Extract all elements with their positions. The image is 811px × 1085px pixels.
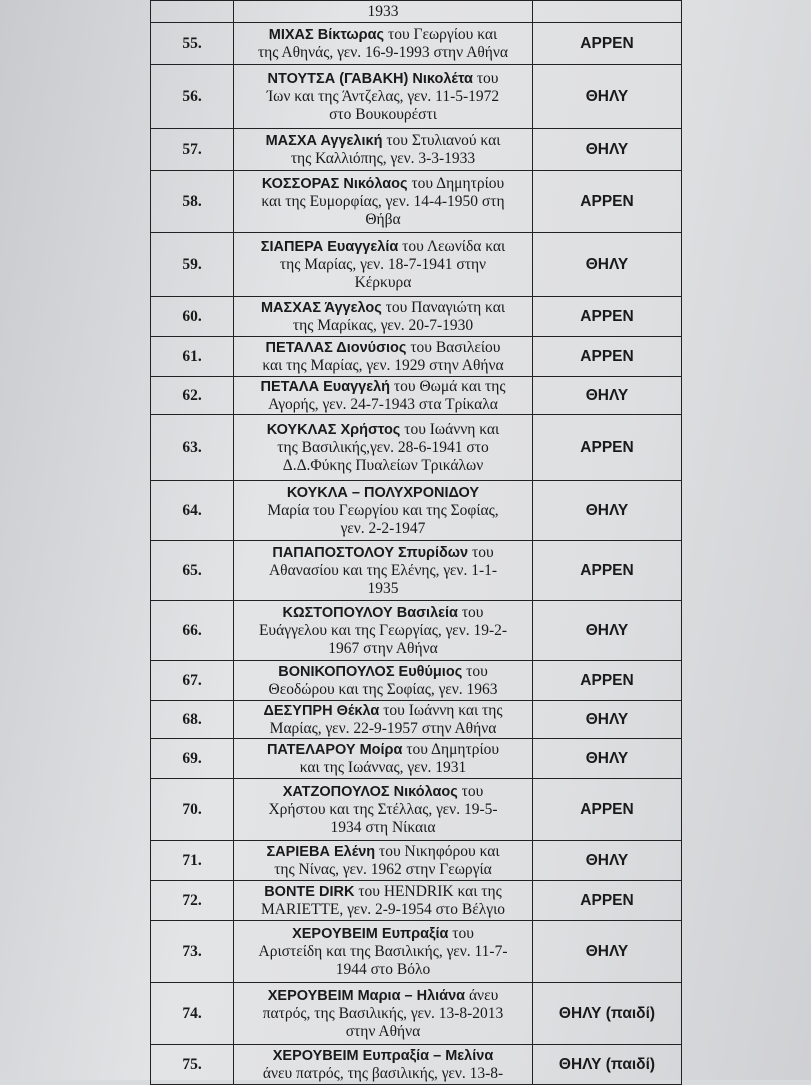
description-line: Αθανασίου και της Ελένης, γεν. 1-1- bbox=[268, 561, 498, 579]
description-line: της Αθηνάς, γεν. 16-9-1993 στην Αθήνα bbox=[257, 43, 509, 61]
table-row bbox=[151, 171, 682, 233]
sex-value: ΘΗΛΥ bbox=[533, 233, 682, 297]
number-cell bbox=[151, 1, 234, 23]
person-name: ΧΕΡΟΥΒΕΙΜ Μαρια – Ηλιάνα bbox=[267, 987, 466, 1004]
description-line: πατρός, της Βασιλικής, γεν. 13-8-2013 bbox=[262, 1004, 504, 1022]
person-description bbox=[234, 23, 533, 65]
description-line: γεν. 2-2-1947 bbox=[340, 519, 426, 537]
description-line: του bbox=[452, 924, 474, 942]
description-line: του bbox=[461, 782, 484, 800]
person-description bbox=[234, 415, 533, 481]
description-line: Αγορής, γεν. 24-7-1943 στα Τρίκαλα bbox=[268, 395, 498, 413]
person-description bbox=[234, 881, 533, 921]
description-line: του Παναγιώτη και bbox=[385, 298, 506, 316]
person-name: ΝΤΟΥΤΣΑ (ΓΑΒΑΚΗ) Νικολέτα bbox=[267, 70, 473, 87]
table-row bbox=[151, 481, 682, 541]
sex-value: ΘΗΛΥ (παιδί) bbox=[533, 1045, 682, 1085]
row-number: 62. bbox=[151, 377, 234, 415]
table-row bbox=[151, 739, 682, 779]
row-number: 72. bbox=[151, 881, 234, 921]
row-number: 56. bbox=[151, 65, 234, 129]
description-line: MARIETTE, γεν. 2-9-1954 στο Βέλγιο bbox=[261, 900, 505, 918]
sex-value: ΘΗΛΥ (παιδί) bbox=[533, 983, 682, 1045]
description-line: Χρήστου και της Στέλλας, γεν. 19-5- bbox=[268, 800, 498, 818]
sex-value: ΑΡΡΕΝ bbox=[533, 541, 682, 601]
sex-value: ΘΗΛΥ bbox=[533, 377, 682, 415]
description-line: και της Μαρίας, γεν. 1929 στην Αθήνα bbox=[262, 356, 504, 374]
fragment-text: 1933 bbox=[367, 2, 399, 20]
person-description bbox=[234, 297, 533, 337]
row-number: 66. bbox=[151, 601, 234, 661]
row-number: 63. bbox=[151, 415, 234, 481]
person-description bbox=[234, 129, 533, 171]
description-line: της Μαρίας, γεν. 18-7-1941 στην bbox=[279, 255, 487, 273]
description-line: του Ιωάννη και της bbox=[383, 701, 503, 719]
description-line: 1934 στη Νίκαια bbox=[330, 818, 436, 836]
table-row bbox=[151, 779, 682, 841]
person-description bbox=[234, 1045, 533, 1085]
sex-value: ΑΡΡΕΝ bbox=[533, 661, 682, 701]
person-description bbox=[234, 65, 533, 129]
description-line: στο Βουκουρέστι bbox=[329, 105, 437, 123]
row-number: 60. bbox=[151, 297, 234, 337]
description-line: της Μαρίκας, γεν. 20-7-1930 bbox=[292, 316, 474, 334]
sex-value: ΘΗΛΥ bbox=[533, 129, 682, 171]
row-number: 64. bbox=[151, 481, 234, 541]
row-number: 68. bbox=[151, 701, 234, 739]
description-line: Μαρία του Γεωργίου και της Σοφίας, bbox=[267, 501, 499, 519]
table-row bbox=[151, 541, 682, 601]
person-name: ΠΑΤΕΛΑΡΟΥ Μοίρα bbox=[266, 741, 403, 758]
table-row bbox=[151, 337, 682, 377]
person-name: ΠΑΠΑΠΟΣΤΟΛΟΥ Σπυρίδων bbox=[272, 544, 469, 561]
description-line: 1967 στην Αθήνα bbox=[328, 639, 438, 657]
person-name: BONTE DIRK bbox=[264, 883, 355, 900]
table-row bbox=[151, 1045, 682, 1085]
row-number: 71. bbox=[151, 841, 234, 881]
registry-table bbox=[150, 0, 682, 1085]
description-line: άνευ πατρός, της βασιλικής, γεν. 13-8- bbox=[262, 1064, 504, 1082]
person-name: ΚΩΣΤΟΠΟΥΛΟΥ Βασιλεία bbox=[282, 604, 458, 621]
row-number: 58. bbox=[151, 171, 234, 233]
row-number: 73. bbox=[151, 921, 234, 983]
description-line: και της Ιωάννας, γεν. 1931 bbox=[299, 758, 467, 776]
person-name: ΜΑΣΧΑ Αγγελική bbox=[265, 132, 383, 149]
description-line: του Θωμά και της bbox=[393, 377, 506, 395]
sex-value: ΘΗΛΥ bbox=[533, 701, 682, 739]
table-row bbox=[151, 297, 682, 337]
description-line: Θεοδώρου και της Σοφίας, γεν. 1963 bbox=[268, 680, 498, 698]
description-line: Ίων και της Άντζελας, γεν. 11-5-1972 bbox=[266, 87, 500, 105]
sex-value: ΘΗΛΥ bbox=[533, 841, 682, 881]
person-name: ΒΟΝΙΚΟΠΟΥΛΟΣ Ευθύμιος bbox=[278, 663, 463, 680]
person-description bbox=[234, 377, 533, 415]
table-row bbox=[151, 377, 682, 415]
description-line: άνευ bbox=[468, 986, 499, 1004]
row-number: 65. bbox=[151, 541, 234, 601]
person-name: ΠΕΤΑΛΑ Ευαγγελή bbox=[260, 378, 391, 395]
table-row bbox=[151, 661, 682, 701]
table-row-fragment bbox=[151, 1, 682, 23]
person-name: ΣΑΡΙΕΒΑ Ελένη bbox=[266, 843, 376, 860]
person-description bbox=[234, 601, 533, 661]
row-number: 69. bbox=[151, 739, 234, 779]
table-row bbox=[151, 23, 682, 65]
person-name: ΚΟΥΚΛΑ – ΠΟΛΥΧΡΟΝΙΔΟΥ bbox=[286, 484, 480, 501]
description-line: στην Αθήνα bbox=[345, 1022, 421, 1040]
table-row bbox=[151, 701, 682, 739]
sex-value: ΑΡΡΕΝ bbox=[533, 881, 682, 921]
person-description bbox=[234, 921, 533, 983]
description-line: του Γεωργίου και bbox=[387, 25, 498, 43]
sex-value: ΘΗΛΥ bbox=[533, 65, 682, 129]
table-row bbox=[151, 983, 682, 1045]
row-number: 55. bbox=[151, 23, 234, 65]
person-description bbox=[234, 739, 533, 779]
sex-value: ΑΡΡΕΝ bbox=[533, 171, 682, 233]
sex-value: ΑΡΡΕΝ bbox=[533, 23, 682, 65]
description-cell bbox=[234, 1, 533, 23]
description-line: Κέρκυρα bbox=[354, 273, 412, 291]
person-name: ΧΑΤΖΟΠΟΥΛΟΣ Νικόλαος bbox=[282, 783, 458, 800]
row-number: 59. bbox=[151, 233, 234, 297]
description-line: του bbox=[472, 543, 494, 561]
table-row bbox=[151, 921, 682, 983]
description-line: της Νίνας, γεν. 1962 στην Γεωργία bbox=[274, 860, 492, 878]
person-description bbox=[234, 701, 533, 739]
description-line: του Λεωνίδα και bbox=[402, 237, 506, 255]
sex-value: ΘΗΛΥ bbox=[533, 739, 682, 779]
person-description bbox=[234, 779, 533, 841]
description-line: 1944 στο Βόλο bbox=[335, 960, 431, 978]
description-line: Θήβα bbox=[365, 210, 401, 228]
sex-cell bbox=[533, 1, 682, 23]
person-description bbox=[234, 841, 533, 881]
person-description bbox=[234, 171, 533, 233]
description-line: Ευάγγελου και της Γεωργίας, γεν. 19-2- bbox=[258, 621, 508, 639]
table-row bbox=[151, 233, 682, 297]
description-line: του bbox=[461, 603, 484, 621]
row-number: 67. bbox=[151, 661, 234, 701]
row-number: 61. bbox=[151, 337, 234, 377]
table-row bbox=[151, 129, 682, 171]
table-row bbox=[151, 601, 682, 661]
description-line: του bbox=[466, 662, 488, 680]
sex-value: ΑΡΡΕΝ bbox=[533, 415, 682, 481]
table-row bbox=[151, 65, 682, 129]
person-description bbox=[234, 233, 533, 297]
sex-value: ΑΡΡΕΝ bbox=[533, 779, 682, 841]
table-row bbox=[151, 841, 682, 881]
person-name: ΣΙΑΠΕΡΑ Ευαγγελία bbox=[260, 238, 399, 255]
sex-value: ΘΗΛΥ bbox=[533, 481, 682, 541]
person-description bbox=[234, 481, 533, 541]
description-line: του Νικηφόρου και bbox=[379, 842, 500, 860]
description-line: του Δημητρίου bbox=[411, 174, 505, 192]
person-name: ΚΟΣΣΟΡΑΣ Νικόλαος bbox=[261, 175, 408, 192]
row-number: 57. bbox=[151, 129, 234, 171]
description-line: 1935 bbox=[367, 579, 399, 597]
person-description bbox=[234, 661, 533, 701]
description-line: της Βασιλικής,γεν. 28-6-1941 στο bbox=[277, 438, 489, 456]
person-description bbox=[234, 541, 533, 601]
person-name: ΔΕΣΥΠΡΗ Θέκλα bbox=[263, 702, 380, 719]
description-line: του bbox=[476, 69, 499, 87]
sex-value: ΑΡΡΕΝ bbox=[533, 337, 682, 377]
person-description bbox=[234, 983, 533, 1045]
person-name: ΚΟΥΚΛΑΣ Χρήστος bbox=[266, 421, 401, 438]
description-line: του Ιωάννη και bbox=[404, 420, 500, 438]
description-line: του Δημητρίου bbox=[406, 740, 500, 758]
description-line: του Βασιλείου bbox=[410, 338, 501, 356]
table-row bbox=[151, 881, 682, 921]
sex-value: ΘΗΛΥ bbox=[533, 921, 682, 983]
description-line: του Στυλιανού και bbox=[386, 131, 501, 149]
person-name: ΜΑΣΧΑΣ Άγγελος bbox=[260, 299, 382, 316]
description-line: Αριστείδη και της Βασιλικής, γεν. 11-7- bbox=[258, 942, 508, 960]
person-name: ΜΙΧΑΣ Βίκτωρας bbox=[268, 26, 385, 43]
description-line: του HENDRIK και της bbox=[358, 882, 502, 900]
person-description bbox=[234, 337, 533, 377]
description-line: Μαρίας, γεν. 22-9-1957 στην Αθήνα bbox=[269, 719, 497, 737]
row-number: 75. bbox=[151, 1045, 234, 1085]
row-number: 70. bbox=[151, 779, 234, 841]
row-number: 74. bbox=[151, 983, 234, 1045]
person-name: ΧΕΡΟΥΒΕΙΜ Ευπραξία bbox=[292, 925, 449, 942]
table-row bbox=[151, 415, 682, 481]
description-line: της Καλλιόπης, γεν. 3-3-1933 bbox=[290, 149, 476, 167]
sex-value: ΘΗΛΥ bbox=[533, 601, 682, 661]
description-line: Δ.Δ.Φύκης Πυαλείων Τρικάλων bbox=[282, 456, 484, 474]
person-name: ΧΕΡΟΥΒΕΙΜ Ευπραξία – Μελίνα bbox=[272, 1047, 494, 1064]
sex-value: ΑΡΡΕΝ bbox=[533, 297, 682, 337]
description-line: και της Ευμορφίας, γεν. 14-4-1950 στη bbox=[261, 192, 505, 210]
person-name: ΠΕΤΑΛΑΣ Διονύσιος bbox=[265, 339, 407, 356]
